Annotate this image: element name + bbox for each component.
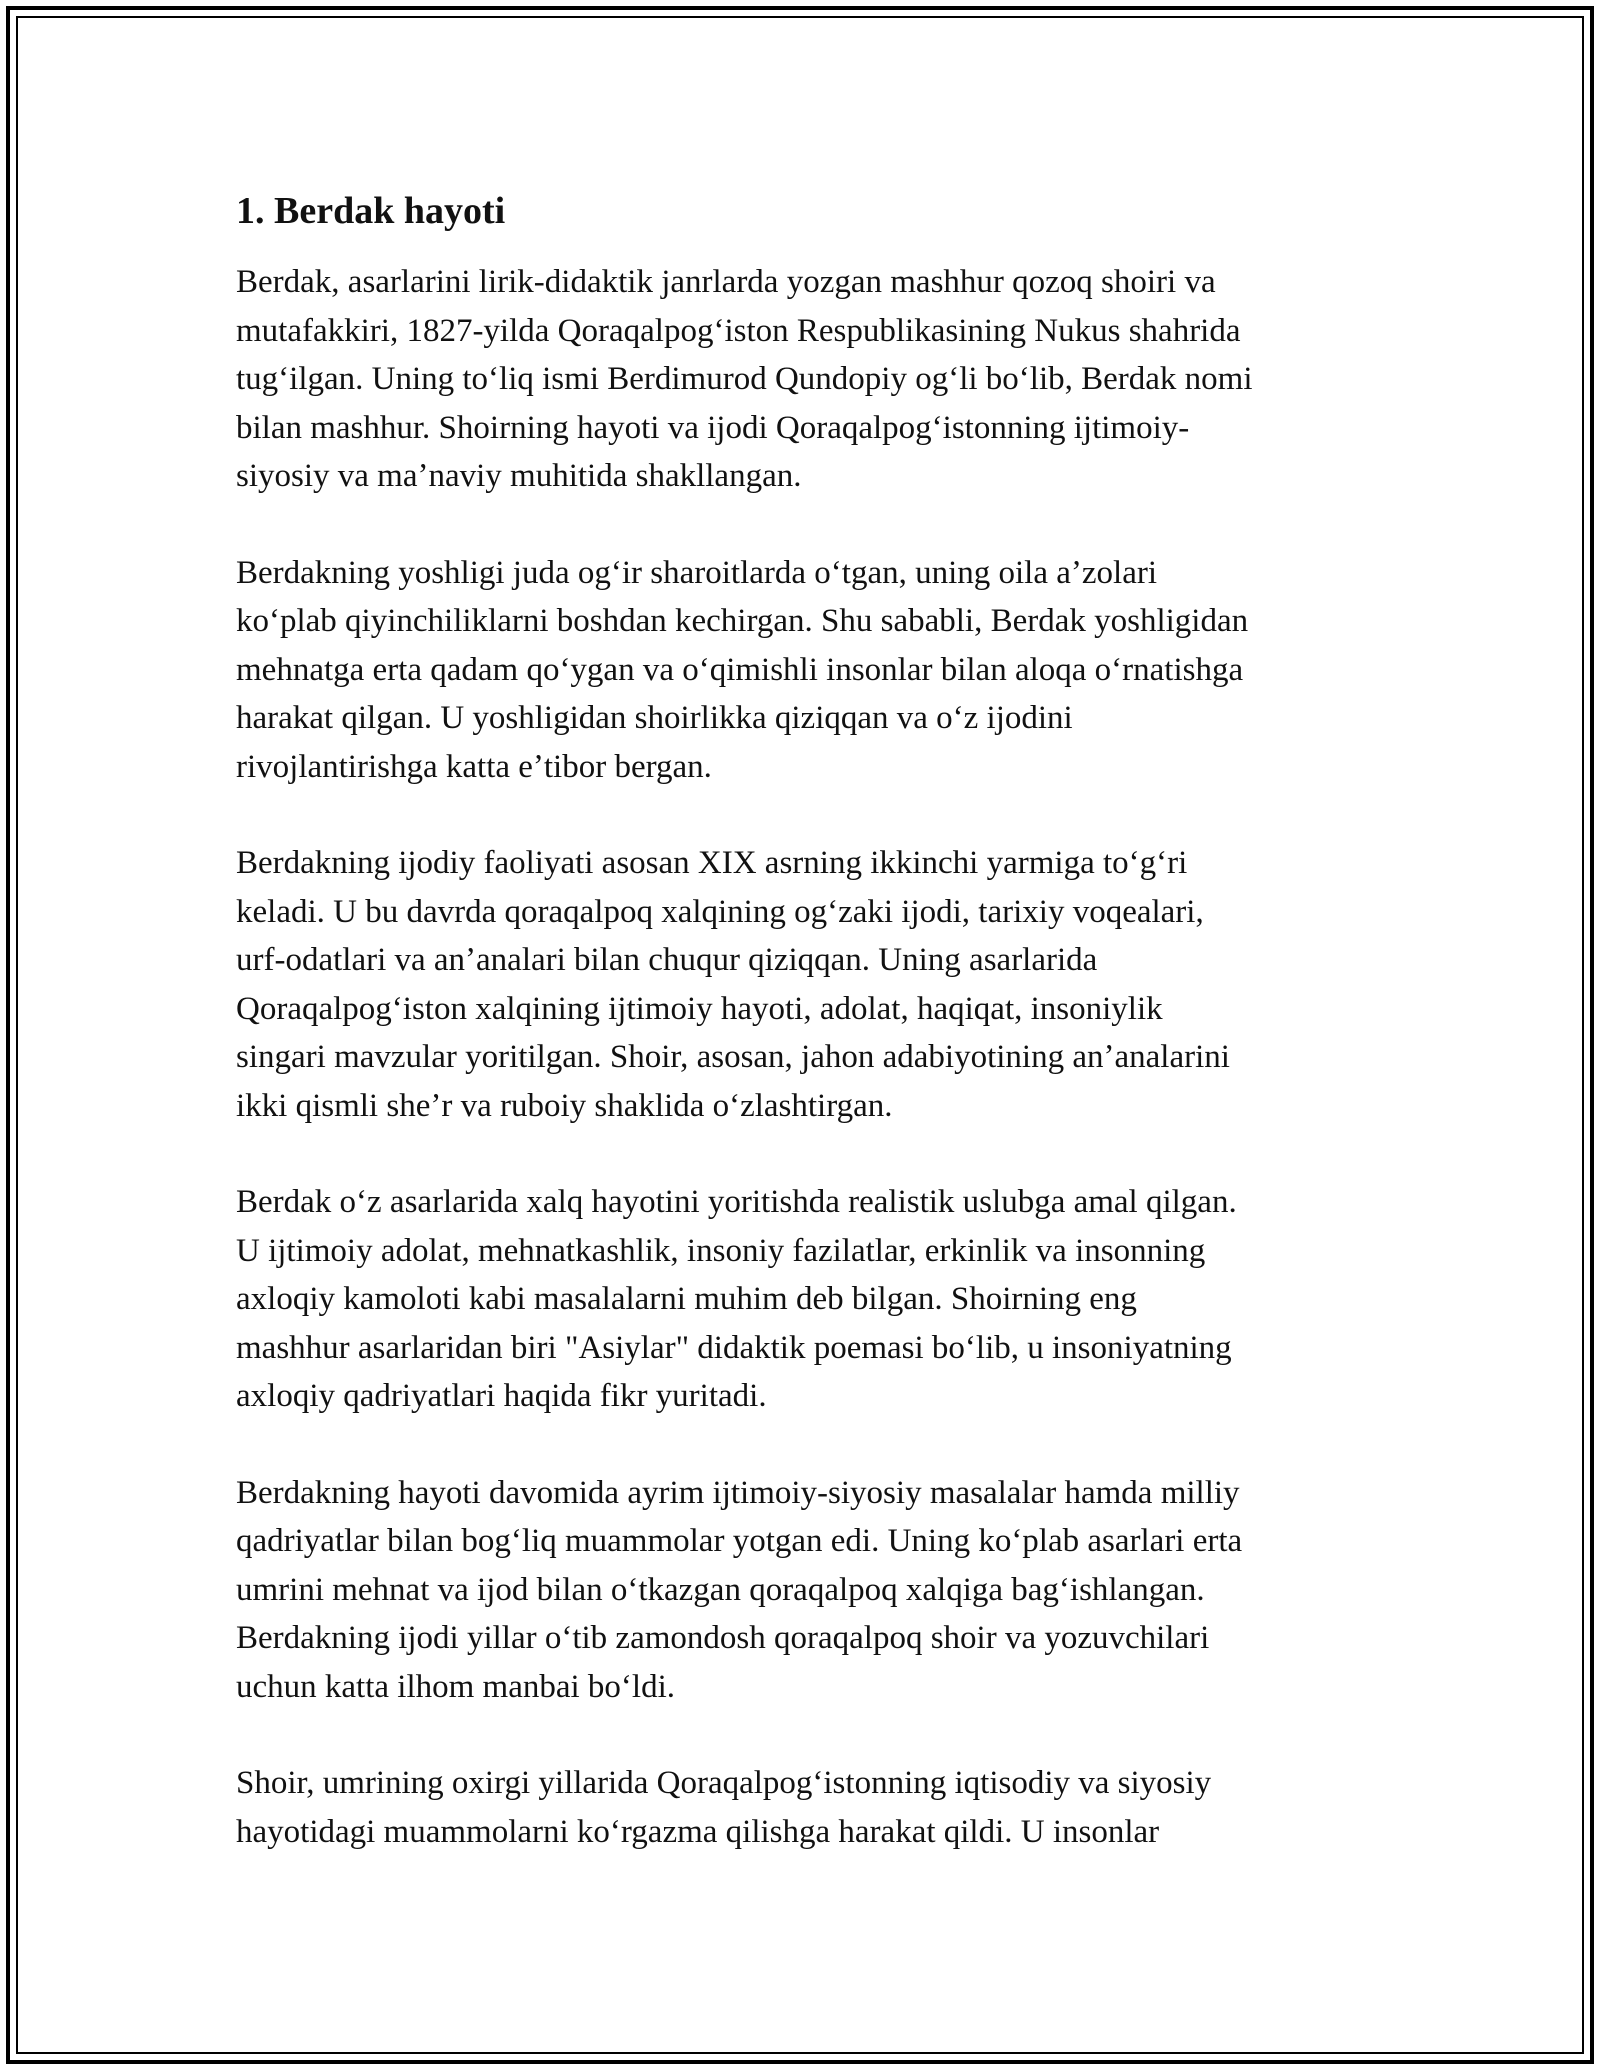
paragraph-creative-activity: Berdakning ijodiy faoliyati asosan XIX asrning ikkinchi yarmiga toʻgʻri keladi. U bu davrda qoraqalpoq xalqining ogʻzaki ijodi, tarixiy voqealari, urf-odatlari va anʼanalari bilan chuqur qiziqqan. Uning asarlarida Qoraqalpogʻiston xalqining ijtimoiy hayoti, adolat, haqiqat, insoniylik singari mavzular yoritilgan. Shoir, asosan, jahon adabiyotining anʼanalarini ikki qismli sheʼr va ruboiy shaklida oʻzlashtirgan.	[236, 845, 1230, 1124]
paragraph-birth: Berdak, asarlarini lirik-didaktik janrlarda yozgan mashhur qozoq shoiri va mutafakkiri, 1827-yilda Qoraqalpogʻiston Respublikasining Nukus shahrida tugʻilgan. Uning toʻliq ismi Berdimurod Qundopiy ogʻli boʻlib, Berdak nomi bilan mashhur. Shoirning hayoti va ijodi Qoraqalpogʻistonning ijtimoiy- siyosiy va maʼnaviy muhitida shakllangan.	[236, 264, 1253, 494]
paragraph-legacy: Berdakning hayoti davomida ayrim ijtimoiy-siyosiy masalalar hamda milliy qadriyatlar bilan bogʻliq muammolar yotgan edi. Uning koʻplab asarlari erta umrini mehnat va ijod bilan oʻtkazgan qoraqalpoq xalqiga bagʻishlangan. Berdakning ijodi yillar oʻtib zamondosh qoraqalpoq shoir va yozuvchilari uchun katta ilhom manbai boʻldi.	[236, 1474, 1243, 1705]
paragraph-final-years: Shoir, umrining oxirgi yillarida Qoraqalpogʻistonning iqtisodiy va siyosiy hayotidagi muammolarni koʻrgazma qilishga harakat qildi. U insonlar	[236, 1765, 1212, 1850]
paragraph-youth: Berdakning yoshligi juda ogʻir sharoitlarda oʻtgan, uning oila aʼzolari koʻplab qiyinchiliklarni boshdan kechirgan. Shu sababli, Berdak yoshligidan mehnatga erta qadam qoʻygan va oʻqimishli insonlar bilan aloqa oʻrnatishga harakat qilgan. U yoshligidan shoirlikka qiziqqan va oʻz ijodini rivojlantirishga katta eʼtibor bergan.	[236, 554, 1249, 785]
paragraph-realistic-style: Berdak oʻz asarlarida xalq hayotini yoritishda realistik uslubga amal qilgan. U ijtimoiy adolat, mehnatkashlik, insoniy fazilatlar, erkinlik va insonning axloqiy kamoloti kabi masalalarni muhim deb bilgan. Shoirning eng mashhur asarlaridan biri "Asiylar" didaktik poemasi boʻlib, u insoniyatning axloqiy qadriyatlari haqida fikr yuritadi.	[236, 1184, 1237, 1414]
document-body	[236, 186, 1376, 1904]
section-heading: 1. Berdak hayoti	[236, 190, 506, 232]
